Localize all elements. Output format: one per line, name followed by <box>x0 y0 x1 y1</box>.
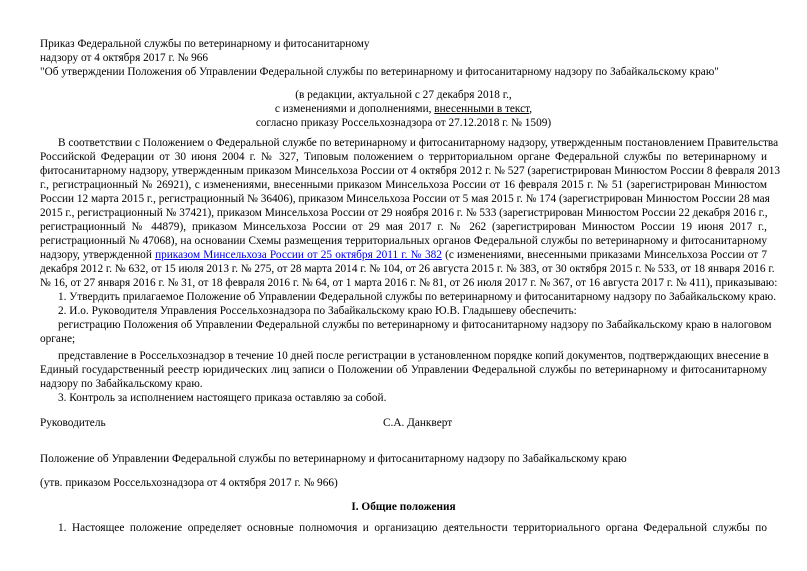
signature-name: С.А. Данкверт <box>383 417 453 429</box>
preamble-line: Российской Федерации от 30 июня 2004 г. № 327, Типовым положением о территориальном органе Федеральной службы по ветеринарному и <box>40 151 767 163</box>
item-2b-line: надзору по Забайкальскому краю. <box>40 378 203 390</box>
preamble-line: В соответствии с Положением о Федеральной службе по ветеринарному и фитосанитарному надзору, утвержденным постановлением Правительства <box>58 137 779 149</box>
item-3: 3. Контроль за исполнением настоящего приказа оставляю за собой. <box>58 392 387 404</box>
preamble-line: г., регистрационный № 26921), с изменениями, внесенными приказом Минсельхоза России от 16 февраля 2015 г. № 51 (зарегистрирован Минюстом <box>40 179 767 191</box>
preamble-line: России 12 марта 2015 г., регистрационный № 36406), приказом Минсельхоза России от 5 мая 2015 г. № 174 (зарегистрирован Минюстом России 28 мая <box>40 193 770 205</box>
edition-text: с изменениями и дополнениями, <box>274 103 435 115</box>
annex-approved: (утв. приказом Россельхознадзора от 4 октября 2017 г. № 966) <box>40 477 338 489</box>
section-heading: I. Общие положения <box>351 501 456 513</box>
edition-line-3: согласно приказу Россельхознадзора от 27.12.2018 г. № 1509) <box>255 117 552 129</box>
edition-changes-link[interactable]: внесенными в текст <box>434 103 530 115</box>
header-line-1: Приказ Федеральной службы по ветеринарному и фитосанитарному <box>40 38 370 50</box>
edition-line-1: (в редакции, актуальной с 27 декабря 2018 г., <box>295 89 512 101</box>
preamble-line: № 16, от 27 января 2016 г. № 31, от 18 февраля 2016 г. № 64, от 1 марта 2016 г. № 81, от 26 июля 2017 г. № 367, от 16 августа 2017 г. № 411), приказываю: <box>40 277 778 289</box>
preamble-line: регистрационный № 47068), на основании Схемы размещения территориальных органов Федеральной службы по ветеринарному и фитосанитарному <box>40 235 767 247</box>
preamble-text: надзору, утвержденной <box>40 249 156 261</box>
item-2b-line: Единый государственный реестр юридических лиц записи о Положении об Управлении Федеральной службы по ветеринарному и фитосанитарному <box>40 364 767 376</box>
item-2: 2. И.о. Руководителя Управления Россельхознадзора по Забайкальскому краю Ю.В. Гладышеву обеспечить: <box>58 305 577 317</box>
preamble-line: регистрационный № 44879), приказом Минсельхоза России от 29 мая 2017 г. № 262 (зарегистрирован Минюстом России 19 июня 2017 г., <box>40 221 767 233</box>
preamble-link-line <box>40 249 767 262</box>
edition-comma: , <box>529 103 533 115</box>
item-1: 1. Утвердить прилагаемое Положение об Управлении Федеральной службы по ветеринарному и фитосанитарному надзору по Забайкальскому краю. <box>58 291 777 303</box>
item-2a-line: органе; <box>40 333 76 345</box>
preamble-line: 2015 г., регистрационный № 37421), приказом Минсельхоза России от 29 ноября 2016 г. № 533 (зарегистрирован Минюстом России 22 декабря 2016 г., <box>40 207 768 219</box>
preamble-line: фитосанитарному надзору, утвержденным приказом Минсельхоза России от 4 октября 2012 г. № 527 (зарегистрирован Минюстом России 8 февраля 2013 <box>40 165 781 177</box>
edition-line-2 <box>0 103 807 116</box>
signature-title: Руководитель <box>40 417 106 429</box>
item-2b-line: представление в Россельхознадзор в течение 10 дней после регистрации в установленном порядке копий документов, подтверждающих внесение в <box>58 350 769 362</box>
item-2a-line: регистрацию Положения об Управлении Федеральной службы по ветеринарному и фитосанитарному надзору по Забайкальскому краю в налоговом <box>58 319 772 331</box>
preamble-text: (с изменениями, внесенными приказами Минсельхоза России от 7 <box>441 249 767 261</box>
preamble-line: декабря 2012 г. № 632, от 15 июля 2013 г. № 275, от 28 марта 2014 г. № 104, от 26 августа 2015 г. № 383, от 30 октября 2015 г. № 533, от 18 января 2016 г. <box>40 263 775 275</box>
document-title: "Об утверждении Положения об Управлении Федеральной службы по ветеринарному и фитосанитарному надзору по Забайкальскому краю" <box>40 66 719 78</box>
annex-title: Положение об Управлении Федеральной службы по ветеринарному и фитосанитарному надзору по Забайкальскому краю <box>40 453 627 465</box>
header-line-2: надзору от 4 октября 2017 г. № 966 <box>40 52 209 64</box>
order-382-link[interactable]: приказом Минсельхоза России от 25 октября 2011 г. № 382 <box>155 249 442 261</box>
annex-para-1: 1. Настоящее положение определяет основные полномочия и организацию деятельности территориального органа Федеральной службы по <box>58 522 767 534</box>
